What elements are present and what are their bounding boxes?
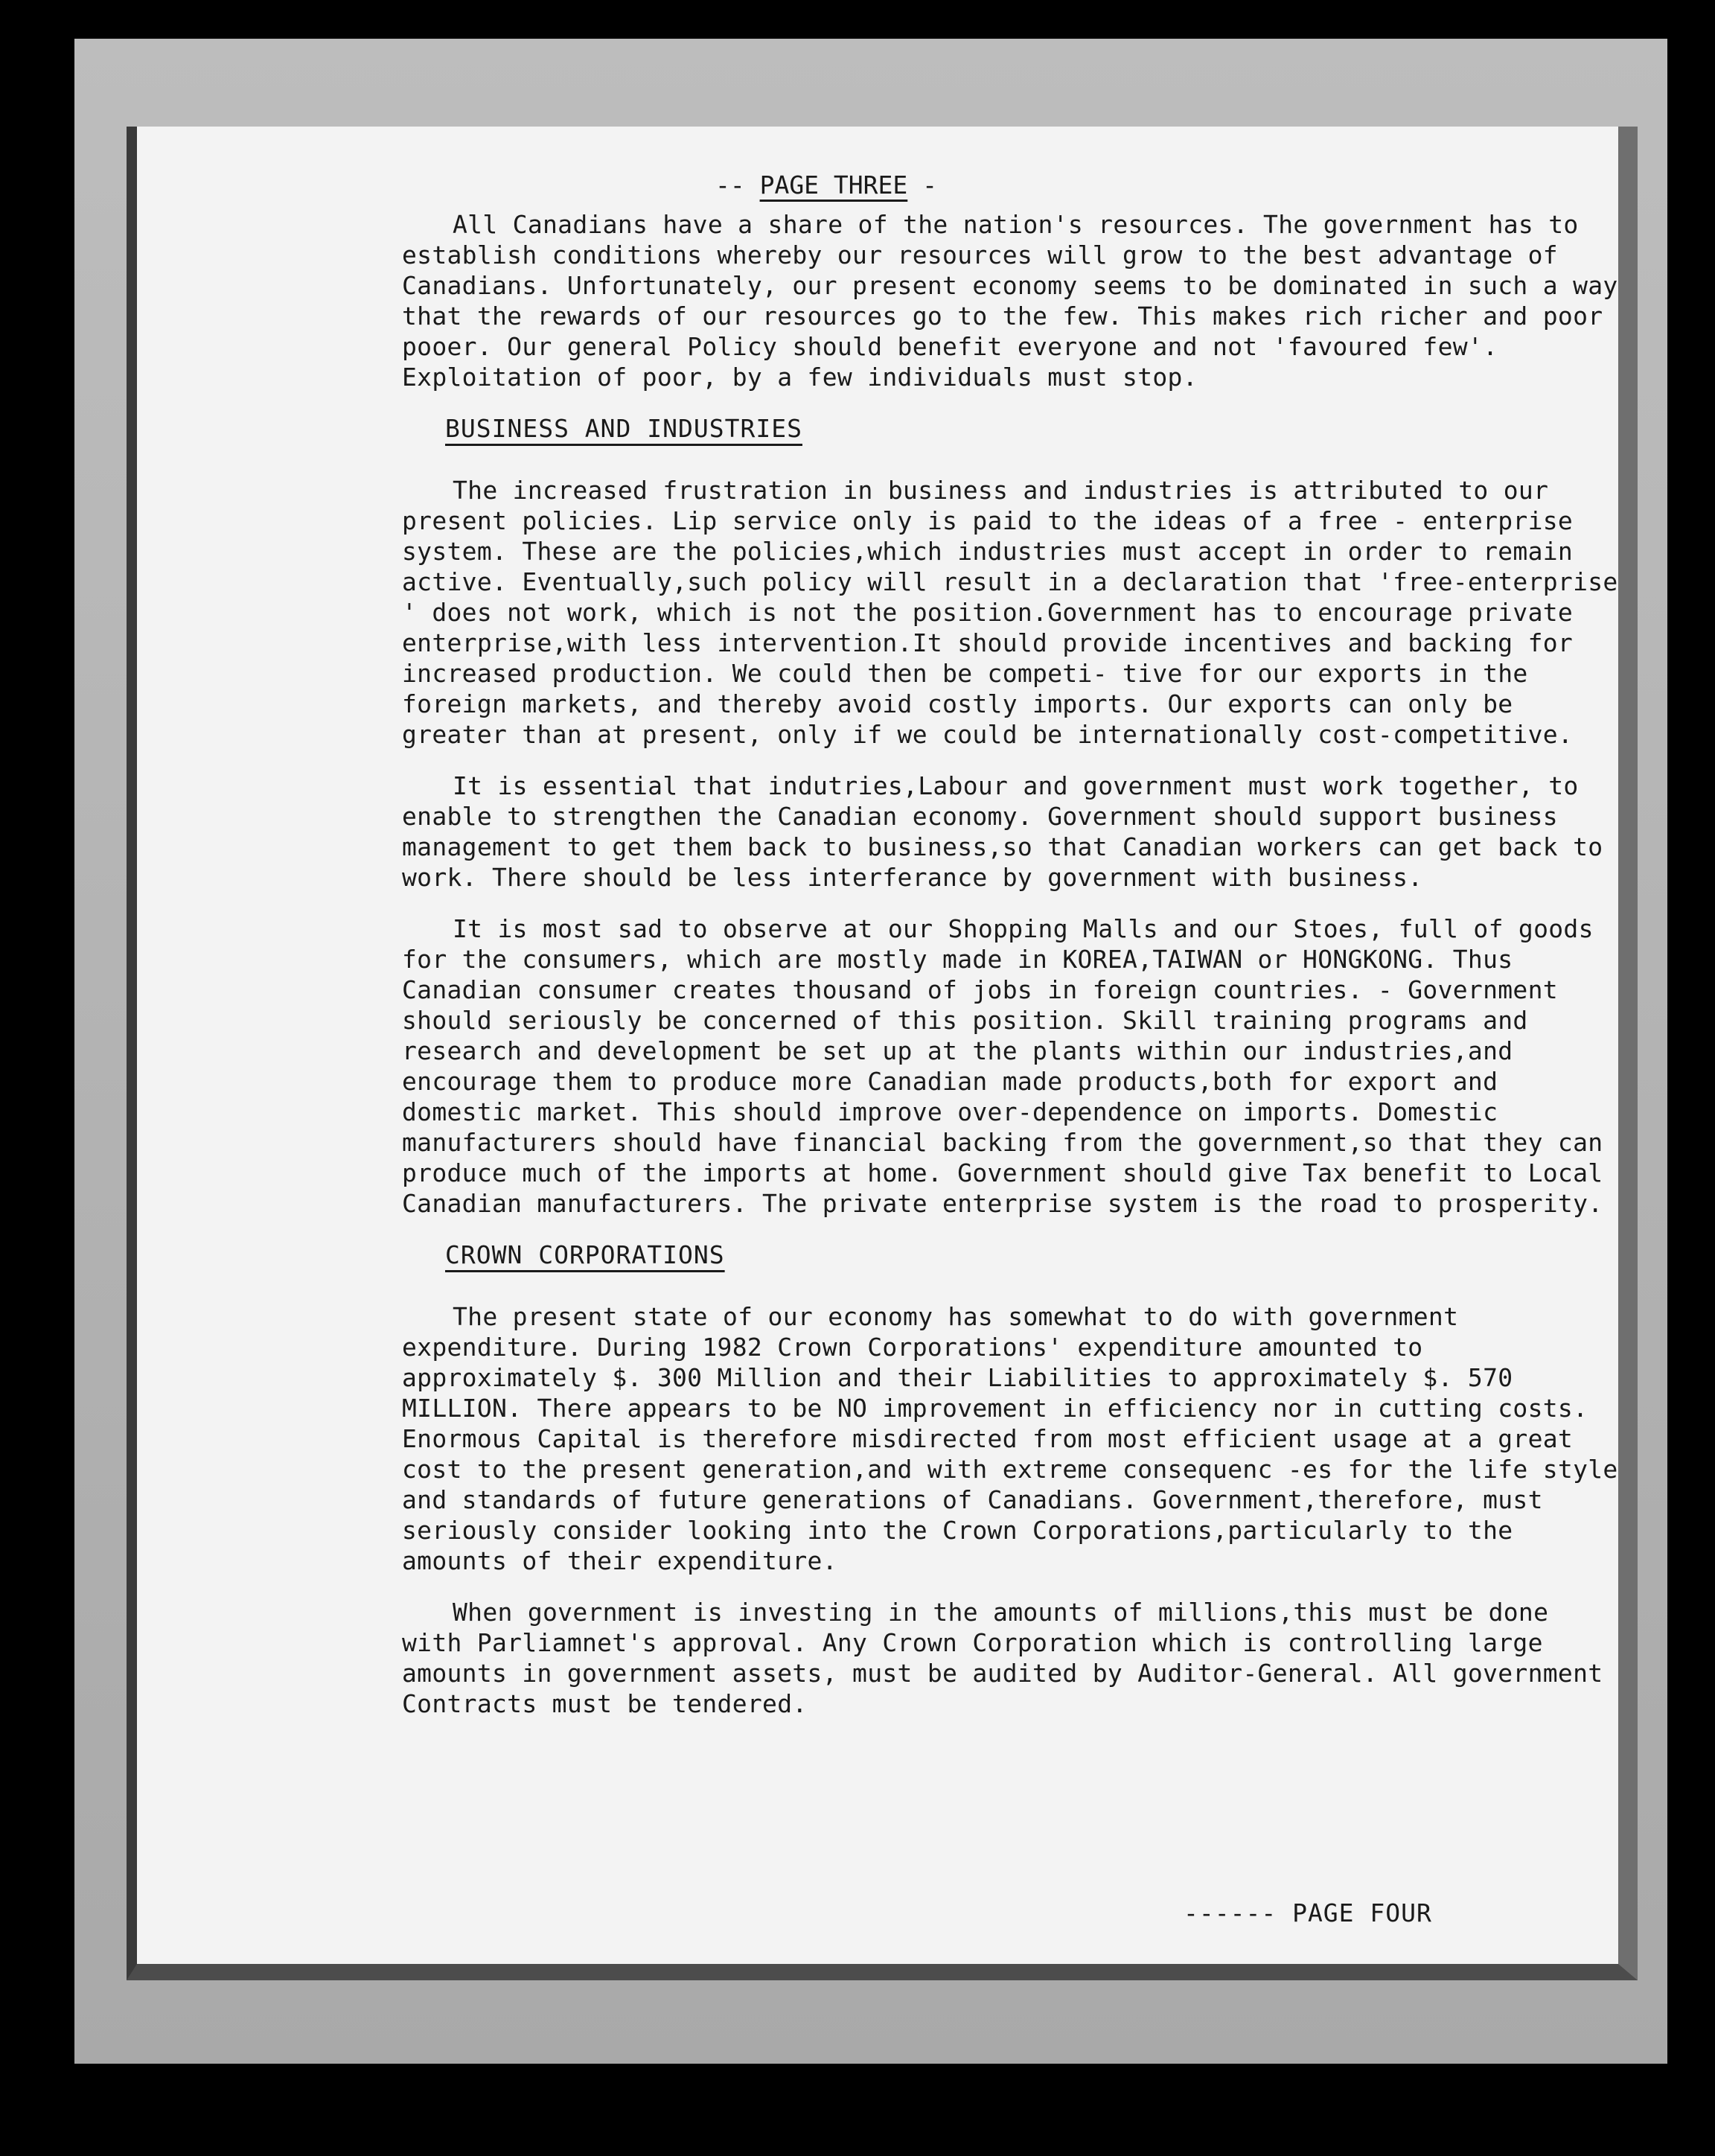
- section-heading-crown: CROWN CORPORATIONS: [445, 1240, 725, 1269]
- document-body: [402, 170, 1623, 1740]
- crown-paragraph-1: The present state of our economy has somewhat to do with government expenditure. During 1982 Crown Corporations' expenditure amounted to approximately $. 300 Million and their Liabilities to approximately $. 570 MILLION. There appears to be NO improvement in efficiency nor in cutting costs. Enormous Capital is therefore misdirected from most efficient usage at a great cost to the present generation,and with extreme consequenc -es for the life style and standards of future generations of Canadians. Government,therefore, must seriously consider looking into the Crown Corporations,particularly to the amounts of their expenditure.: [402, 1302, 1618, 1575]
- page-header: [402, 170, 1251, 200]
- page-footer: ------ PAGE FOUR: [1184, 1898, 1432, 1927]
- section-heading-business: BUSINESS AND INDUSTRIES: [445, 414, 802, 443]
- business-paragraph-2: It is essential that indutries,Labour and government must work together, to enable to strengthen the Canadian economy. Government should support business management to get them back to business,so that Canadian workers can get back to work. There should be less interferance by government with business.: [402, 771, 1603, 892]
- crown-paragraph-2: When government is investing in the amounts of millions,this must be done with Parliamnet's approval. Any Crown Corporation which is controlling large amounts in government assets, must be audited by Auditor-General. All government Contracts must be tendered.: [402, 1598, 1603, 1718]
- intro-paragraph: All Canadians have a share of the nation's resources. The government has to establish conditions whereby our resources will grow to the best advantage of Canadians. Unfortunately, our present economy seems to be dominated in such a way that the rewards of our resources go to the few. This makes rich richer and poor pooer. Our general Policy should benefit everyone and not 'favoured few'. Exploitation of poor, by a few individuals must stop.: [402, 210, 1618, 392]
- business-paragraph-1: The increased frustration in business and industries is attributed to our present policies. Lip service only is paid to the ideas of a free - enterprise system. These are the policies,which industries must accept in order to remain active. Eventually,such policy will result in a declaration that 'free-enterprise ' does not work, which is not the position.Government has to encourage private enterprise,with less intervention.It should provide incentives and backing for increased production. We could then be competi- tive for our exports in the foreign markets, and thereby avoid costly imports. Our exports can only be greater than at present, only if we could be internationally cost-competitive.: [402, 476, 1618, 749]
- page-header-prefix: --: [715, 170, 760, 200]
- page-title: PAGE THREE: [759, 170, 908, 200]
- business-paragraph-3: It is most sad to observe at our Shopping Malls and our Stoes, full of goods for the consumers, which are mostly made in KOREA,TAIWAN or HONGKONG. Thus Canadian consumer creates thousand of jobs in foreign countries. - Government should seriously be concerned of this position. Skill training programs and research and development be set up at the plants within our industries,and encourage them to produce more Canadian made products,both for export and domestic market. This should improve over-dependence on imports. Domestic manufacturers should have financial backing from the government,so that they can produce much of the imports at home. Government should give Tax benefit to Local Canadian manufacturers. The private enterprise system is the road to prosperity.: [402, 914, 1603, 1218]
- page-header-suffix: -: [907, 170, 938, 200]
